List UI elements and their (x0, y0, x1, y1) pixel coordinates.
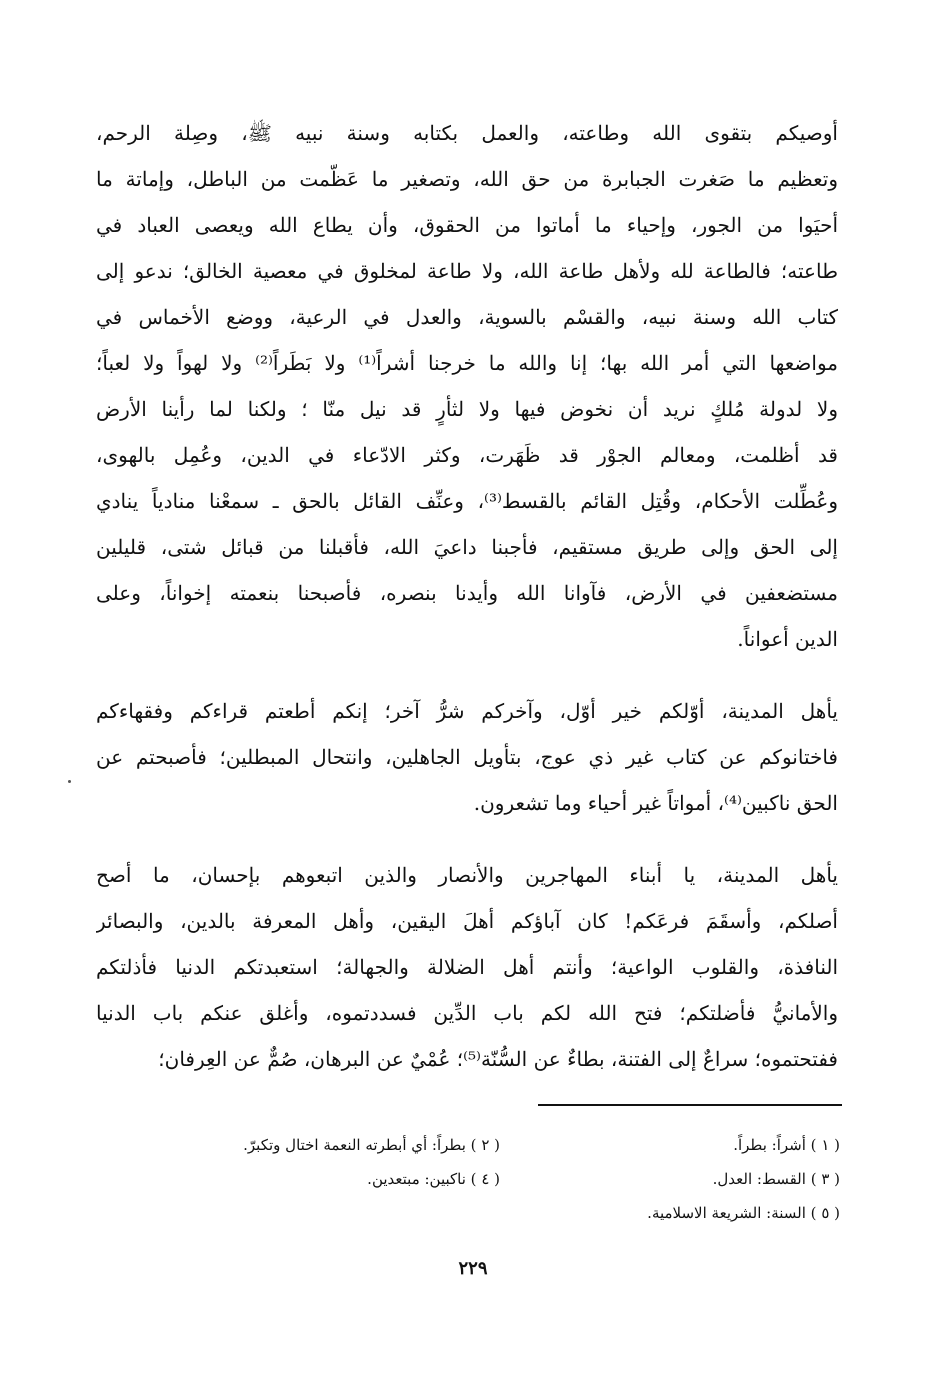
main-text (96, 110, 838, 1082)
page-number: ٢٢٩ (458, 1258, 488, 1279)
text-line: والأمانيُّ فأضلتكم؛ فتح الله لكم باب الدِّين فسددتموه، وأغلق عنكم باب الدنيا (96, 1001, 838, 1025)
text-line: كتاب الله وسنة نبيه، والقسْم بالسوية، والعدل في الرعية، ووضع الأخماس في (96, 305, 838, 329)
paragraph-1 (96, 110, 838, 662)
footnote-4: ( ٤ ) ناكبين: مبتعدين. (367, 1170, 500, 1188)
text-line: فاختانوكم عن كتاب غير ذي عوج، بتأويل الجاهلين، وانتحال المبطلين؛ فأصبحتم عن (96, 745, 838, 769)
text-line: مواضعها التي أمر الله بها؛ إنا والله ما خرجنا أشراً⁽¹⁾ ولا بَطَراً⁽²⁾ ولا لهواً ولا لعباً؛ (96, 351, 838, 375)
text-line: أحيَوا من الجور، وإحياء ما أماتوا من الحقوق، وأن يطاع الله ويعصى العباد في (96, 213, 838, 237)
text-line: ففتحتموه؛ سراعٌ إلى الفتنة، بطاءٌ عن السُّنّة⁽⁵⁾؛ عُمْيٌ عن البرهان، صُمٌّ عن العِرفان؛ (158, 1047, 838, 1071)
text-line: أصلكم، وأسقَمَ فرعَكم! كان آباؤكم أهلَ اليقين، وأهل المعرفة بالدين، والبصائر (96, 909, 838, 933)
footnote-separator (538, 1104, 842, 1106)
text-line: وعُطِّلت الأحكام، وقُتِل القائم بالقسط⁽³⁾، وعنِّف القائل بالحق ـ سمعْنا منادياً ينادي (96, 489, 838, 513)
footnote-5: ( ٥ ) السنة: الشريعة الاسلامية. (647, 1204, 840, 1222)
text-line: قد أظلمت، ومعالم الجوْر قد ظَهَرت، وكثر الادّعاء في الدين، وعُمِل بالهوى، (96, 443, 838, 467)
footnote-row (96, 1198, 840, 1232)
text-line: يأهل المدينة، أوّلكم خير أوّل، وآخركم شرُّ آخر؛ إنكم أطعتم قراءكم وفقهاءكم (96, 699, 838, 723)
text-line: إلى الحق وإلى طريق مستقيم، فأجبنا داعيَ الله، فأقبلنا من قبائل شتى، قليلين (96, 535, 838, 559)
text-line: طاعته؛ فالطاعة لله ولأهل طاعة الله، ولا طاعة لمخلوق في معصية الخالق؛ ندعو إلى (96, 259, 838, 283)
paragraph-2 (96, 688, 838, 826)
paragraph-gap (96, 826, 838, 852)
stray-mark (68, 780, 71, 783)
text-line: الدين أعواناً. (737, 627, 838, 651)
paragraph-3 (96, 852, 838, 1082)
text-line: مستضعفين في الأرض، فآوانا الله وأيدنا بنصره، فأصبحنا بنعمته إخواناً، وعلى (96, 581, 838, 605)
text-line: ولا لدولة مُلكٍ نريد أن نخوض فيها ولا لثأرٍ قد نيل منّا ؛ ولكنا لما رأينا الأرض (96, 397, 838, 421)
footnote-2: ( ٢ ) بطراً: أي أبطرته النعمة اختال وتكبرّ. (243, 1136, 500, 1154)
footnote-1: ( ١ ) أشراً: بطراً. (733, 1136, 840, 1154)
footnote-3: ( ٣ ) القسط: العدل. (712, 1170, 840, 1188)
text-line: يأهل المدينة، يا أبناء المهاجرين والأنصار والذين اتبعوهم بإحسان، ما أصح (96, 863, 838, 887)
footnote-row (96, 1164, 840, 1198)
text-line: النافذة، والقلوب الواعية؛ وأنتم أهل الضلالة والجهالة؛ استعبدتكم الدنيا فأذلتكم (96, 955, 838, 979)
footnote-row (96, 1130, 840, 1164)
footnotes (96, 1130, 840, 1232)
paragraph-gap (96, 662, 838, 688)
text-line: وتعظيم ما صَغرت الجبابرة من حق الله، وتصغير ما عَظّمت من الباطل، وإماتة ما (96, 167, 838, 191)
text-line: أوصيكم بتقوى الله وطاعته، والعمل بكتابه وسنة نبيه ﷺ، وصِلة الرحم، (96, 121, 838, 145)
text-line: الحق ناكبين⁽⁴⁾، أمواتاً غير أحياء وما تشعرون. (473, 791, 838, 815)
